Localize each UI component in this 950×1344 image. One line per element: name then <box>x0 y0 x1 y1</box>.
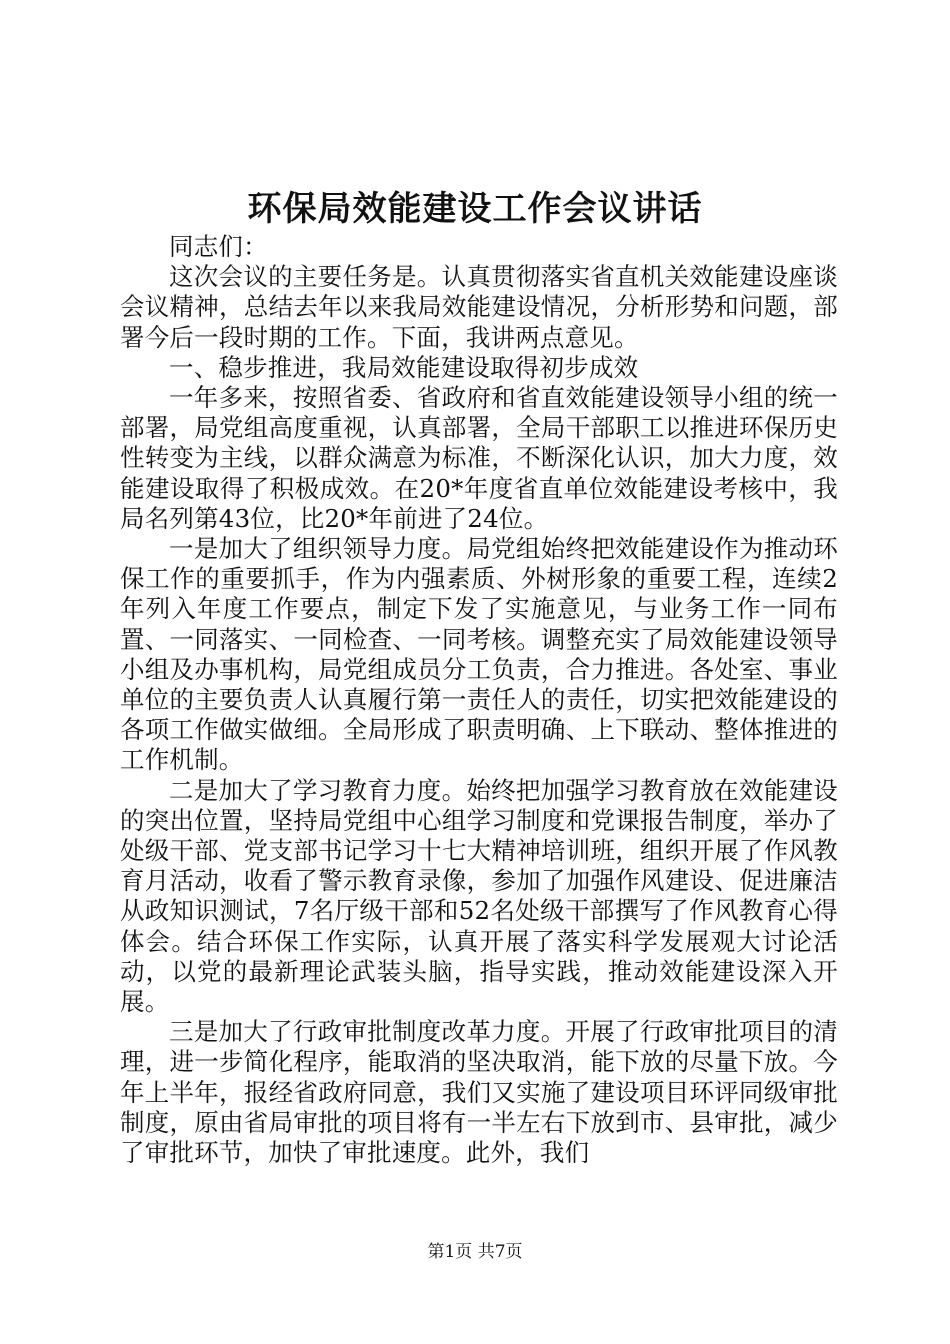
page-number: 第1页 共7页 <box>427 1242 523 1262</box>
paragraph-overview: 一年多来，按照省委、省政府和省直效能建设领导小组的统一部署，局党组高度重视，认真部署，全局干部职工以推进环保历史性转变为主线，以群众满意为标准，不断深化认识，加大力度，效能建设取得了积极成效。在20*年度省直单位效能建设考核中，我局名列第43位，比20*年前进了24位。 <box>120 383 838 533</box>
paragraph-point-1: 一是加大了组织领导力度。局党组始终把效能建设作为推动环保工作的重要抓手，作为内强素质、外树形象的重要工程，连续2年列入年度工作要点，制定下发了实施意见，与业务工作一同布置、一同落实、一同检查、一同考核。调整充实了局效能建设领导小组及办事机构，局党组成员分工负责，合力推进。各处室、事业单位的主要负责人认真履行第一责任人的责任，切实把效能建设的各项工作做实做细。全局形成了职责明确、上下联动、整体推进的工作机制。 <box>120 534 838 775</box>
paragraph-intro: 这次会议的主要任务是。认真贯彻落实省直机关效能建设座谈会议精神，总结去年以来我局效能建设情况，分析形势和问题，部署今后一段时期的工作。下面，我讲两点意见。 <box>120 262 838 352</box>
paragraph-point-2: 二是加大了学习教育力度。始终把加强学习教育放在效能建设的突出位置，坚持局党组中心组学习制度和党课报告制度，举办了处级干部、党支部书记学习十七大精神培训班，组织开展了作风教育月活动，收看了警示教育录像，参加了加强作风建设、促进廉洁从政知识测试，7名厅级干部和52名处级干部撰写了作风教育心得体会。结合环保工作实际，认真开展了落实科学发展观大讨论活动，以党的最新理论武装头脑，指导实践，推动效能建设深入开展。 <box>120 775 838 1017</box>
section-heading: 一、稳步推进，我局效能建设取得初步成效 <box>169 352 639 382</box>
paragraph-salutation: 同志们： <box>169 232 268 261</box>
paragraph-point-3: 三是加大了行政审批制度改革力度。开展了行政审批项目的清理，进一步简化程序，能取消的坚决取消，能下放的尽量下放。今年上半年，报经省政府同意，我们又实施了建设项目环评同级审批制度，原由省局审批的项目将有一半左右下放到市、县审批，减少了审批环节，加快了审批速度。此外，我们 <box>120 1017 838 1168</box>
document-body <box>120 232 838 1168</box>
document-title: 环保局效能建设工作会议讲话 <box>247 189 703 229</box>
